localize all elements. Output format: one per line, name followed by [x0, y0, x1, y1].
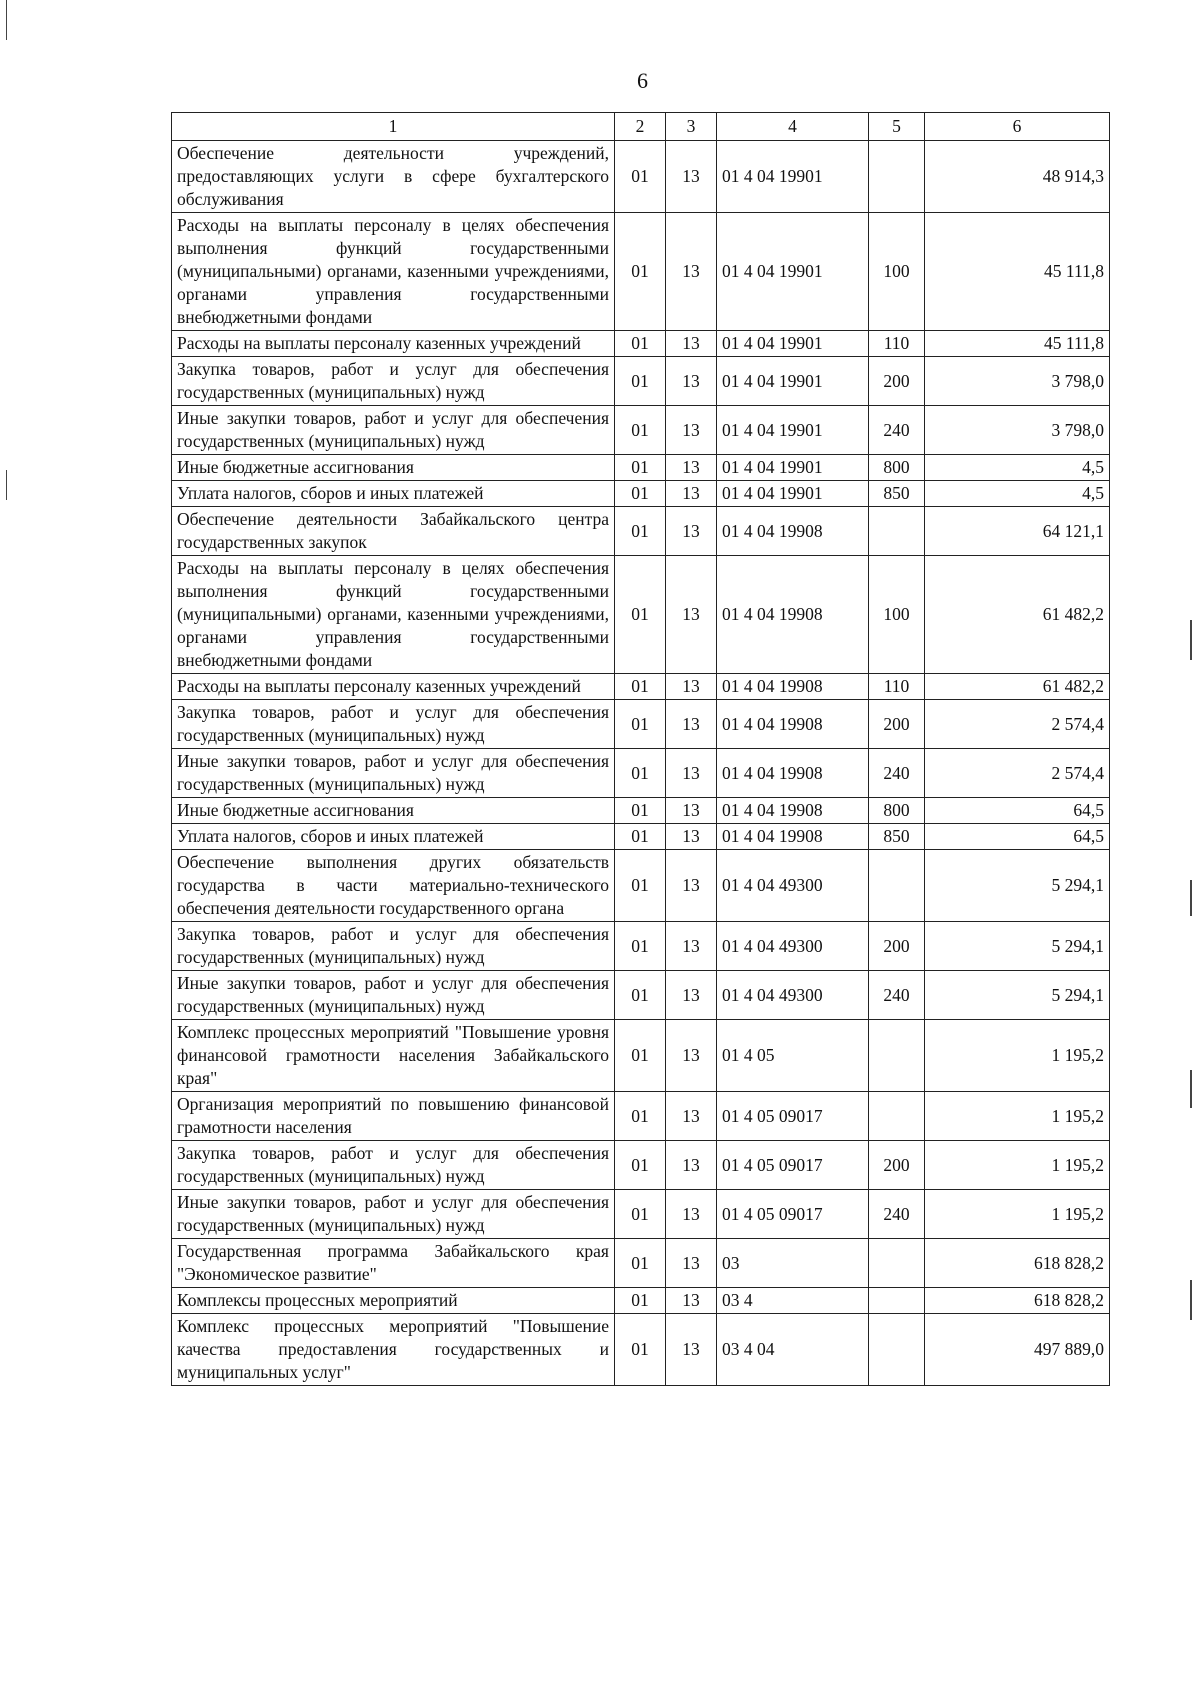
name-cell: Иные бюджетные ассигнования [172, 798, 615, 824]
amount-cell: 5 294,1 [925, 850, 1110, 922]
expense-type-cell: 240 [869, 1190, 925, 1239]
table-row [172, 749, 1110, 798]
section-cell: 01 [615, 700, 666, 749]
amount-cell: 3 798,0 [925, 357, 1110, 406]
expense-type-cell: 200 [869, 922, 925, 971]
amount-cell: 618 828,2 [925, 1288, 1110, 1314]
scan-mark [1190, 1070, 1192, 1108]
table-row [172, 824, 1110, 850]
target-code-cell: 01 4 04 19908 [717, 556, 869, 674]
expense-type-cell [869, 1239, 925, 1288]
expense-type-cell: 850 [869, 481, 925, 507]
amount-cell: 4,5 [925, 455, 1110, 481]
section-cell: 01 [615, 798, 666, 824]
name-cell: Расходы на выплаты персоналу в целях обеспечения выполнения функций государственными (муниципальными) органами, казенными учреждениями, органами управления государственными внебюджетными фондами [172, 213, 615, 331]
section-cell: 01 [615, 1020, 666, 1092]
target-code-cell: 01 4 04 19908 [717, 674, 869, 700]
subsection-cell: 13 [666, 1092, 717, 1141]
name-cell: Закупка товаров, работ и услуг для обеспечения государственных (муниципальных) нужд [172, 922, 615, 971]
expense-type-cell [869, 1288, 925, 1314]
subsection-cell: 13 [666, 331, 717, 357]
name-cell: Закупка товаров, работ и услуг для обеспечения государственных (муниципальных) нужд [172, 1141, 615, 1190]
expense-type-cell: 800 [869, 455, 925, 481]
name-cell: Иные бюджетные ассигнования [172, 455, 615, 481]
expense-type-cell: 240 [869, 406, 925, 455]
target-code-cell: 03 4 [717, 1288, 869, 1314]
target-code-cell: 01 4 04 19901 [717, 455, 869, 481]
table-row [172, 213, 1110, 331]
scan-mark [6, 0, 7, 40]
subsection-cell: 13 [666, 1020, 717, 1092]
section-cell: 01 [615, 141, 666, 213]
name-cell: Государственная программа Забайкальского края "Экономическое развитие" [172, 1239, 615, 1288]
amount-cell: 48 914,3 [925, 141, 1110, 213]
subsection-cell: 13 [666, 922, 717, 971]
section-cell: 01 [615, 1239, 666, 1288]
subsection-cell: 13 [666, 507, 717, 556]
subsection-cell: 13 [666, 1141, 717, 1190]
section-cell: 01 [615, 922, 666, 971]
target-code-cell: 01 4 05 09017 [717, 1190, 869, 1239]
expense-type-cell [869, 141, 925, 213]
table-row [172, 357, 1110, 406]
name-cell: Иные закупки товаров, работ и услуг для обеспечения государственных (муниципальных) нужд [172, 406, 615, 455]
target-code-cell: 03 4 04 [717, 1314, 869, 1386]
amount-cell: 4,5 [925, 481, 1110, 507]
header-cell: 2 [615, 113, 666, 141]
table-row [172, 1141, 1110, 1190]
section-cell: 01 [615, 455, 666, 481]
page-number: 6 [637, 68, 648, 93]
scan-mark [1190, 620, 1192, 660]
scan-mark [1190, 1280, 1192, 1320]
target-code-cell: 01 4 05 09017 [717, 1092, 869, 1141]
target-code-cell: 01 4 04 49300 [717, 850, 869, 922]
expense-type-cell: 200 [869, 1141, 925, 1190]
table-row [172, 556, 1110, 674]
section-cell: 01 [615, 1141, 666, 1190]
header-cell: 4 [717, 113, 869, 141]
amount-cell: 61 482,2 [925, 674, 1110, 700]
subsection-cell: 13 [666, 971, 717, 1020]
subsection-cell: 13 [666, 700, 717, 749]
amount-cell: 497 889,0 [925, 1314, 1110, 1386]
amount-cell: 1 195,2 [925, 1020, 1110, 1092]
target-code-cell: 01 4 04 19908 [717, 824, 869, 850]
expense-type-cell: 850 [869, 824, 925, 850]
target-code-cell: 01 4 04 19908 [717, 798, 869, 824]
amount-cell: 45 111,8 [925, 331, 1110, 357]
amount-cell: 45 111,8 [925, 213, 1110, 331]
section-cell: 01 [615, 850, 666, 922]
name-cell: Уплата налогов, сборов и иных платежей [172, 824, 615, 850]
name-cell: Обеспечение деятельности учреждений, предоставляющих услуги в сфере бухгалтерского обслуживания [172, 141, 615, 213]
expense-type-cell [869, 850, 925, 922]
section-cell: 01 [615, 507, 666, 556]
subsection-cell: 13 [666, 850, 717, 922]
amount-cell: 64 121,1 [925, 507, 1110, 556]
table-row [172, 507, 1110, 556]
target-code-cell: 01 4 05 09017 [717, 1141, 869, 1190]
name-cell: Иные закупки товаров, работ и услуг для обеспечения государственных (муниципальных) нужд [172, 971, 615, 1020]
target-code-cell: 01 4 04 19908 [717, 507, 869, 556]
table-row [172, 674, 1110, 700]
section-cell: 01 [615, 1092, 666, 1141]
subsection-cell: 13 [666, 674, 717, 700]
section-cell: 01 [615, 481, 666, 507]
amount-cell: 5 294,1 [925, 922, 1110, 971]
target-code-cell: 01 4 04 19901 [717, 406, 869, 455]
amount-cell: 3 798,0 [925, 406, 1110, 455]
subsection-cell: 13 [666, 481, 717, 507]
subsection-cell: 13 [666, 141, 717, 213]
target-code-cell: 01 4 04 19908 [717, 749, 869, 798]
table-row [172, 141, 1110, 213]
table-row [172, 1190, 1110, 1239]
name-cell: Расходы на выплаты персоналу казенных учреждений [172, 674, 615, 700]
subsection-cell: 13 [666, 1190, 717, 1239]
header-cell: 1 [172, 113, 615, 141]
amount-cell: 618 828,2 [925, 1239, 1110, 1288]
expense-type-cell [869, 1314, 925, 1386]
amount-cell: 64,5 [925, 798, 1110, 824]
subsection-cell: 13 [666, 406, 717, 455]
target-code-cell: 03 [717, 1239, 869, 1288]
expense-type-cell: 800 [869, 798, 925, 824]
target-code-cell: 01 4 04 49300 [717, 971, 869, 1020]
header-cell: 5 [869, 113, 925, 141]
scan-mark [1190, 880, 1192, 916]
target-code-cell: 01 4 05 [717, 1020, 869, 1092]
subsection-cell: 13 [666, 1288, 717, 1314]
section-cell: 01 [615, 1314, 666, 1386]
header-row [172, 113, 1110, 141]
header-cell: 6 [925, 113, 1110, 141]
amount-cell: 5 294,1 [925, 971, 1110, 1020]
table-row [172, 1239, 1110, 1288]
section-cell: 01 [615, 331, 666, 357]
expense-type-cell: 110 [869, 674, 925, 700]
expense-type-cell: 100 [869, 556, 925, 674]
section-cell: 01 [615, 971, 666, 1020]
target-code-cell: 01 4 04 49300 [717, 922, 869, 971]
name-cell: Закупка товаров, работ и услуг для обеспечения государственных (муниципальных) нужд [172, 357, 615, 406]
subsection-cell: 13 [666, 556, 717, 674]
table-row [172, 1314, 1110, 1386]
scan-mark [6, 470, 7, 500]
table-row [172, 1092, 1110, 1141]
expense-type-cell: 240 [869, 749, 925, 798]
section-cell: 01 [615, 824, 666, 850]
amount-cell: 2 574,4 [925, 749, 1110, 798]
section-cell: 01 [615, 674, 666, 700]
subsection-cell: 13 [666, 798, 717, 824]
name-cell: Расходы на выплаты персоналу в целях обеспечения выполнения функций государственными (муниципальными) органами, казенными учреждениями, органами управления государственными внебюджетными фондами [172, 556, 615, 674]
subsection-cell: 13 [666, 824, 717, 850]
subsection-cell: 13 [666, 213, 717, 331]
target-code-cell: 01 4 04 19901 [717, 481, 869, 507]
name-cell: Комплекс процессных мероприятий "Повышение качества предоставления государственных и муниципальных услуг" [172, 1314, 615, 1386]
name-cell: Комплекс процессных мероприятий "Повышение уровня финансовой грамотности населения Забайкальского края" [172, 1020, 615, 1092]
expense-type-cell: 240 [869, 971, 925, 1020]
amount-cell: 61 482,2 [925, 556, 1110, 674]
subsection-cell: 13 [666, 357, 717, 406]
subsection-cell: 13 [666, 749, 717, 798]
expense-type-cell [869, 1092, 925, 1141]
table-row [172, 1020, 1110, 1092]
name-cell: Расходы на выплаты персоналу казенных учреждений [172, 331, 615, 357]
table-row [172, 455, 1110, 481]
header-cell: 3 [666, 113, 717, 141]
table-row [172, 1288, 1110, 1314]
section-cell: 01 [615, 357, 666, 406]
amount-cell: 1 195,2 [925, 1092, 1110, 1141]
expense-type-cell [869, 1020, 925, 1092]
table-row [172, 406, 1110, 455]
name-cell: Иные закупки товаров, работ и услуг для обеспечения государственных (муниципальных) нужд [172, 1190, 615, 1239]
name-cell: Организация мероприятий по повышению финансовой грамотности населения [172, 1092, 615, 1141]
name-cell: Обеспечение деятельности Забайкальского центра государственных закупок [172, 507, 615, 556]
name-cell: Комплексы процессных мероприятий [172, 1288, 615, 1314]
amount-cell: 1 195,2 [925, 1141, 1110, 1190]
subsection-cell: 13 [666, 1239, 717, 1288]
expense-type-cell: 100 [869, 213, 925, 331]
table-row [172, 971, 1110, 1020]
amount-cell: 2 574,4 [925, 700, 1110, 749]
table-row [172, 331, 1110, 357]
section-cell: 01 [615, 406, 666, 455]
expense-type-cell [869, 507, 925, 556]
section-cell: 01 [615, 749, 666, 798]
target-code-cell: 01 4 04 19901 [717, 357, 869, 406]
name-cell: Закупка товаров, работ и услуг для обеспечения государственных (муниципальных) нужд [172, 700, 615, 749]
expense-type-cell: 200 [869, 700, 925, 749]
section-cell: 01 [615, 556, 666, 674]
expense-type-cell: 110 [869, 331, 925, 357]
target-code-cell: 01 4 04 19908 [717, 700, 869, 749]
section-cell: 01 [615, 1190, 666, 1239]
name-cell: Уплата налогов, сборов и иных платежей [172, 481, 615, 507]
expense-type-cell: 200 [869, 357, 925, 406]
target-code-cell: 01 4 04 19901 [717, 141, 869, 213]
name-cell: Иные закупки товаров, работ и услуг для обеспечения государственных (муниципальных) нужд [172, 749, 615, 798]
table-row [172, 850, 1110, 922]
table-row [172, 481, 1110, 507]
table-row [172, 798, 1110, 824]
section-cell: 01 [615, 213, 666, 331]
target-code-cell: 01 4 04 19901 [717, 213, 869, 331]
target-code-cell: 01 4 04 19901 [717, 331, 869, 357]
amount-cell: 64,5 [925, 824, 1110, 850]
amount-cell: 1 195,2 [925, 1190, 1110, 1239]
budget-table [171, 112, 1110, 1386]
table-row [172, 700, 1110, 749]
table-row [172, 922, 1110, 971]
name-cell: Обеспечение выполнения других обязательств государства в части материально-технического обеспечения деятельности государственного органа [172, 850, 615, 922]
subsection-cell: 13 [666, 455, 717, 481]
section-cell: 01 [615, 1288, 666, 1314]
subsection-cell: 13 [666, 1314, 717, 1386]
